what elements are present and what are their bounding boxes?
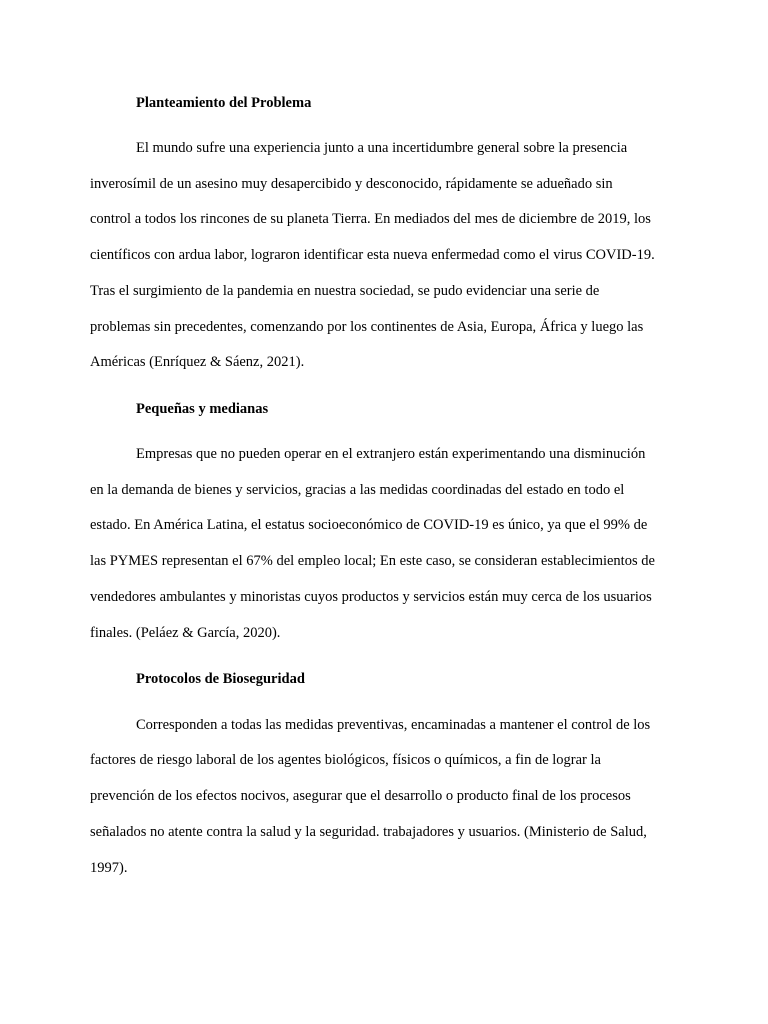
section-heading: Planteamiento del Problema: [136, 95, 312, 111]
paragraph-line: en la demanda de bienes y servicios, gracias a las medidas coordinadas del estado en todo el: [90, 482, 625, 498]
paragraph-line: Empresas que no pueden operar en el extranjero están experimentando una disminución: [136, 446, 646, 462]
section-heading: Pequeñas y medianas: [136, 401, 269, 417]
paragraph-line: las PYMES representan el 67% del empleo local; En este caso, se consideran establecimientos de: [90, 553, 655, 569]
section-heading: Protocolos de Bioseguridad: [136, 671, 305, 687]
paragraph-line: problemas sin precedentes, comenzando por los continentes de Asia, Europa, África y luego las: [90, 319, 644, 335]
paragraph-line: señalados no atente contra la salud y la seguridad. trabajadores y usuarios. (Ministerio de Salud,: [90, 824, 647, 840]
paragraph-line: vendedores ambulantes y minoristas cuyos productos y servicios están muy cerca de los usuarios: [90, 589, 652, 605]
paragraph-line: control a todos los rincones de su planeta Tierra. En mediados del mes de diciembre de 2019, los: [90, 211, 651, 227]
paragraph-line: 1997).: [90, 860, 128, 876]
paragraph-line: Corresponden a todas las medidas preventivas, encaminadas a mantener el control de los: [136, 717, 651, 733]
paragraph-line: prevención de los efectos nocivos, asegurar que el desarrollo o producto final de los procesos: [90, 788, 631, 804]
paragraph-line: inverosímil de un asesino muy desapercibido y desconocido, rápidamente se adueñado sin: [90, 176, 613, 192]
paragraph-line: factores de riesgo laboral de los agentes biológicos, físicos o químicos, a fin de lograr la: [90, 752, 601, 768]
paragraph-line: finales. (Peláez & García, 2020).: [90, 625, 281, 641]
paragraph-line: estado. En América Latina, el estatus socioeconómico de COVID-19 es único, ya que el 99% de: [90, 517, 648, 533]
paragraph-line: Américas (Enríquez & Sáenz, 2021).: [90, 354, 305, 370]
paragraph-line: El mundo sufre una experiencia junto a una incertidumbre general sobre la presencia: [136, 140, 628, 156]
paragraph-line: científicos con ardua labor, lograron identificar esta nueva enfermedad como el virus COVID-19.: [90, 247, 655, 263]
paragraph-line: Tras el surgimiento de la pandemia en nuestra sociedad, se pudo evidenciar una serie de: [90, 283, 600, 299]
